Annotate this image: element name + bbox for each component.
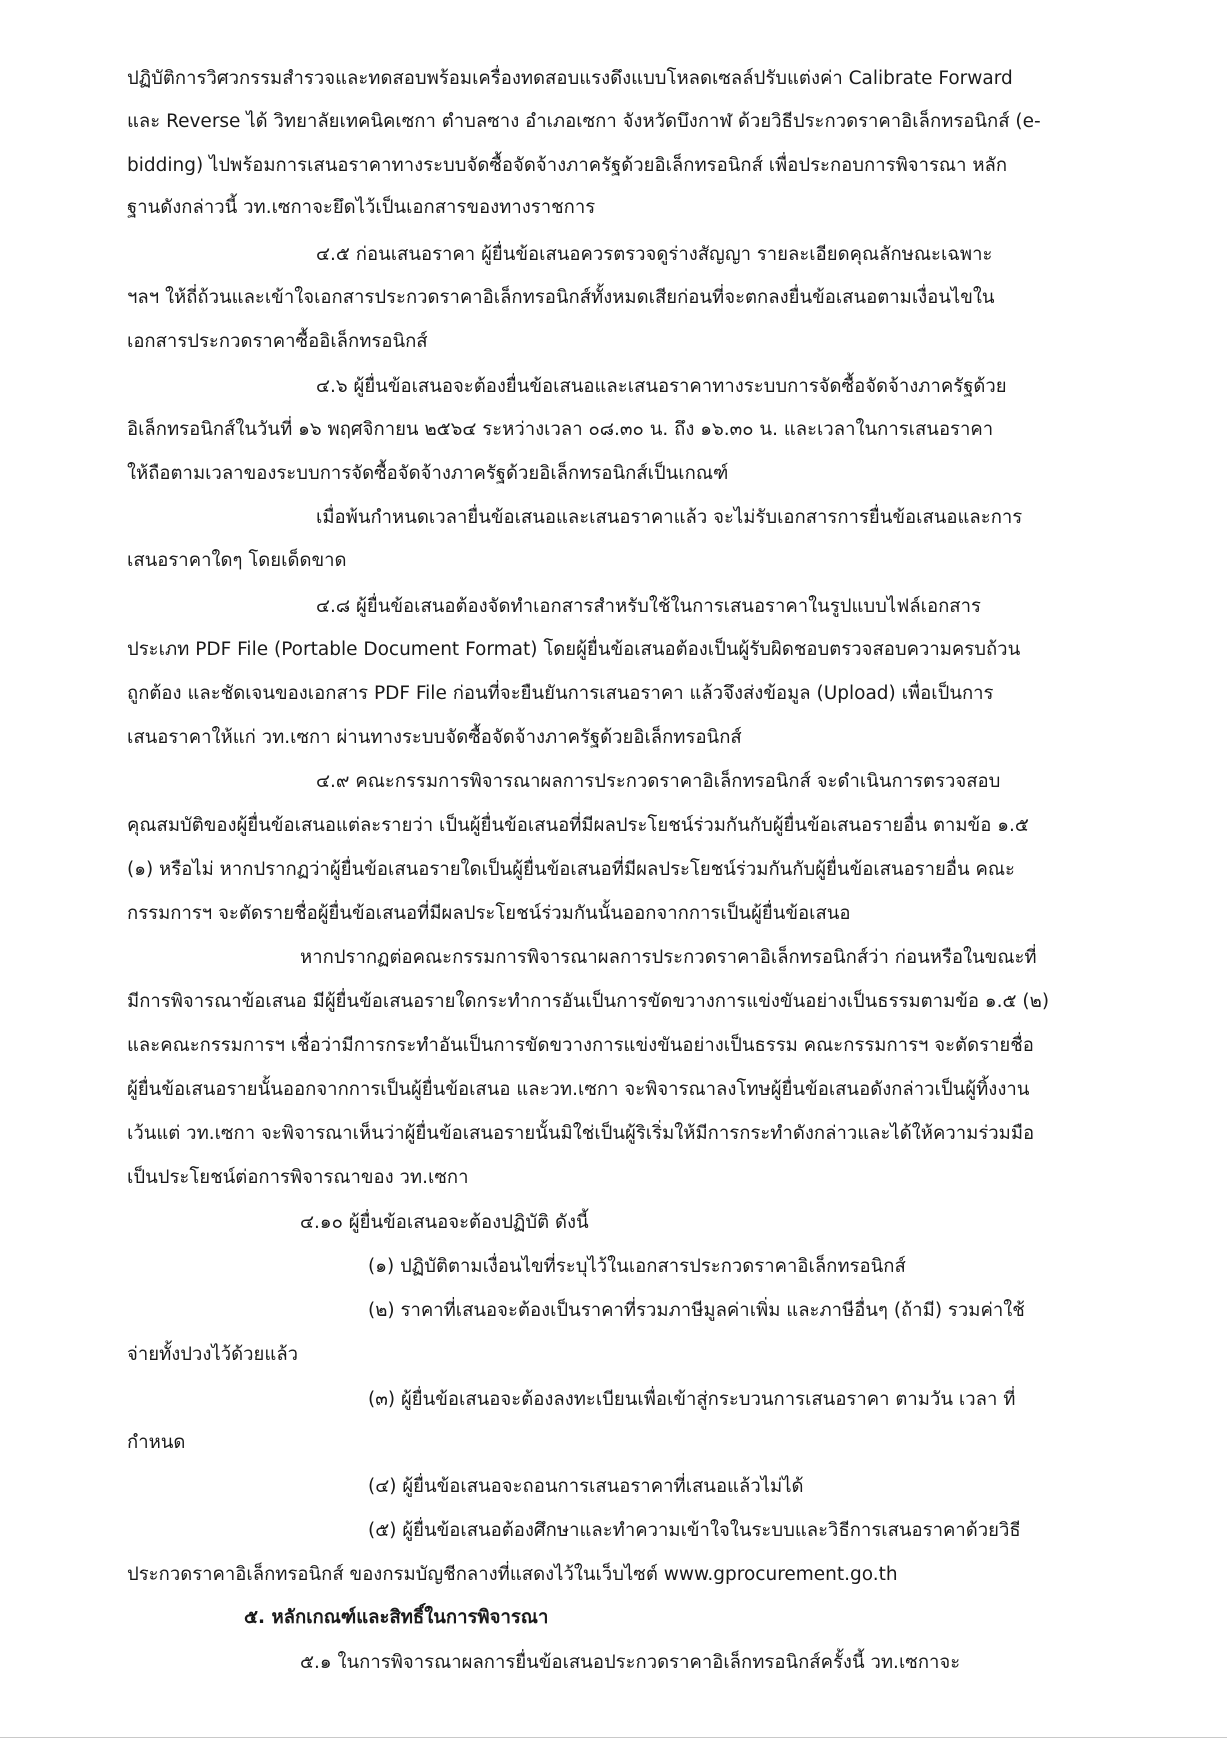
text-line: จ่ายทั้งปวงไว้ด้วยแล้ว xyxy=(127,1344,299,1365)
text-line: ฯลฯ ให้ถี่ถ้วนและเข้าใจเอกสารประกวดราคาอิเล็กทรอนิกส์ทั้งหมดเสียก่อนที่จะตกลงยื่นข้อเสนอตามเงื่อนไขใน xyxy=(127,287,995,308)
text-line: คุณสมบัติของผู้ยื่นข้อเสนอแต่ละรายว่า เป็นผู้ยื่นข้อเสนอที่มีผลประโยชน์ร่วมกันกับผู้ยื่นข้อเสนอรายอื่น ตามข้อ ๑.๕ xyxy=(127,815,1029,836)
text-line: เสนอราคาใดๆ โดยเด็ดขาด xyxy=(127,550,347,571)
text-line: เป็นประโยชน์ต่อการพิจารณาของ วท.เซกา xyxy=(127,1167,469,1188)
text-line: ถูกต้อง และชัดเจนของเอกสาร PDF File ก่อนที่จะยืนยันการเสนอราคา แล้วจึงส่งข้อมูล (Upload) เพื่อเป็นการ xyxy=(127,683,994,704)
sub-item-2: (๒) ราคาที่เสนอจะต้องเป็นราคาที่รวมภาษีมูลค่าเพิ่ม และภาษีอื่นๆ (ถ้ามี) รวมค่าใช้ xyxy=(368,1300,1025,1321)
text-line: ปฏิบัติการวิศวกรรมสำรวจและทดสอบพร้อมเครื่องทดสอบแรงดึงแบบโหลดเซลล์ปรับแต่งค่า Calibrate Forward xyxy=(127,68,1013,89)
text-line: มีการพิจารณาข้อเสนอ มีผู้ยื่นข้อเสนอรายใดกระทำการอันเป็นการขัดขวางการแข่งขันอย่างเป็นธรรมตามข้อ ๑.๕ (๒) xyxy=(127,991,1050,1012)
text-line: (๑) หรือไม่ หากปรากฏว่าผู้ยื่นข้อเสนอรายใดเป็นผู้ยื่นข้อเสนอที่มีผลประโยชน์ร่วมกันกับผู้ยื่นข้อเสนอรายอื่น คณะ xyxy=(127,859,1015,880)
text-line: bidding) ไปพร้อมการเสนอราคาทางระบบจัดซื้อจัดจ้างภาครัฐด้วยอิเล็กทรอนิกส์ เพื่อประกอบการพิจารณา หลัก xyxy=(127,155,1008,176)
sub-item-5: (๕) ผู้ยื่นข้อเสนอต้องศึกษาและทำความเข้าใจในระบบและวิธีการเสนอราคาด้วยวิธี xyxy=(368,1520,1021,1541)
page-divider xyxy=(0,1737,1227,1738)
text-line: เมื่อพ้นกำหนดเวลายื่นข้อเสนอและเสนอราคาแล้ว จะไม่รับเอกสารการยื่นข้อเสนอและการ xyxy=(316,507,1023,528)
clause-4-8: ๔.๘ ผู้ยื่นข้อเสนอต้องจัดทำเอกสารสำหรับใช้ในการเสนอราคาในรูปแบบไฟล์เอกสาร xyxy=(316,596,981,617)
text-line: ฐานดังกล่าวนี้ วท.เซกาจะยึดไว้เป็นเอกสารของทางราชการ xyxy=(127,197,596,218)
text-line: เอกสารประกวดราคาซื้ออิเล็กทรอนิกส์ xyxy=(127,331,428,352)
text-line: กำหนด xyxy=(127,1432,186,1453)
text-line: เว้นแต่ วท.เซกา จะพิจารณาเห็นว่าผู้ยื่นข้อเสนอรายนั้นมิใช่เป็นผู้ริเริ่มให้มีการกระทำดังกล่าวและได้ให้ความร่วมมือ xyxy=(127,1123,1035,1144)
text-line: ประเภท PDF File (Portable Document Format) โดยผู้ยื่นข้อเสนอต้องเป็นผู้รับผิดชอบตรวจสอบความครบถ้วน xyxy=(127,639,1021,660)
text-line: และ Reverse ได้ วิทยาลัยเทคนิคเซกา ตำบลซาง อำเภอเซกา จังหวัดบึงกาฬ ด้วยวิธีประกวดราคาอิเล็กทรอนิกส์ (e- xyxy=(127,111,1041,132)
text-line: ผู้ยื่นข้อเสนอรายนั้นออกจากการเป็นผู้ยื่นข้อเสนอ และวท.เซกา จะพิจารณาลงโทษผู้ยื่นข้อเสนอดังกล่าวเป็นผู้ทิ้งงาน xyxy=(127,1079,1030,1100)
text-line: หากปรากฏต่อคณะกรรมการพิจารณาผลการประกวดราคาอิเล็กทรอนิกส์ว่า ก่อนหรือในขณะที่ xyxy=(300,947,1037,968)
sub-item-1: (๑) ปฏิบัติตามเงื่อนไขที่ระบุไว้ในเอกสารประกวดราคาอิเล็กทรอนิกส์ xyxy=(368,1256,906,1277)
text-line: และคณะกรรมการฯ เชื่อว่ามีการกระทำอันเป็นการขัดขวางการแข่งขันอย่างเป็นธรรม คณะกรรมการฯ จะตัดรายชื่อ xyxy=(127,1035,1034,1056)
text-line: อิเล็กทรอนิกส์ในวันที่ ๑๖ พฤศจิกายน ๒๕๖๔ ระหว่างเวลา ๐๘.๓๐ น. ถึง ๑๖.๓๐ น. และเวลาในการเสนอราคา xyxy=(127,419,994,440)
text-line: กรรมการฯ จะตัดรายชื่อผู้ยื่นข้อเสนอที่มีผลประโยชน์ร่วมกันนั้นออกจากการเป็นผู้ยื่นข้อเสนอ xyxy=(127,903,851,924)
text-line: ให้ถือตามเวลาของระบบการจัดซื้อจัดจ้างภาครัฐด้วยอิเล็กทรอนิกส์เป็นเกณฑ์ xyxy=(127,463,729,484)
text-line: เสนอราคาให้แก่ วท.เซกา ผ่านทางระบบจัดซื้อจัดจ้างภาครัฐด้วยอิเล็กทรอนิกส์ xyxy=(127,727,742,748)
sub-item-4: (๔) ผู้ยื่นข้อเสนอจะถอนการเสนอราคาที่เสนอแล้วไม่ได้ xyxy=(368,1476,804,1497)
clause-4-6: ๔.๖ ผู้ยื่นข้อเสนอจะต้องยื่นข้อเสนอและเสนอราคาทางระบบการจัดซื้อจัดจ้างภาครัฐด้วย xyxy=(316,376,1007,397)
text-line: ประกวดราคาอิเล็กทรอนิกส์ ของกรมบัญชีกลางที่แสดงไว้ในเว็บไซต์ www.gprocurement.go.th xyxy=(127,1564,898,1585)
clause-5-1: ๕.๑ ในการพิจารณาผลการยื่นข้อเสนอประกวดราคาอิเล็กทรอนิกส์ครั้งนี้ วท.เซกาจะ xyxy=(300,1652,961,1673)
clause-4-9: ๔.๙ คณะกรรมการพิจารณาผลการประกวดราคาอิเล็กทรอนิกส์ จะดำเนินการตรวจสอบ xyxy=(316,771,1001,792)
clause-4-10: ๔.๑๐ ผู้ยื่นข้อเสนอจะต้องปฏิบัติ ดังนี้ xyxy=(300,1212,589,1233)
section-5-heading: ๕. หลักเกณฑ์และสิทธิ์ในการพิจารณา xyxy=(244,1607,549,1628)
sub-item-3: (๓) ผู้ยื่นข้อเสนอจะต้องลงทะเบียนเพื่อเข้าสู่กระบวนการเสนอราคา ตามวัน เวลา ที่ xyxy=(368,1389,1016,1410)
clause-4-5: ๔.๕ ก่อนเสนอราคา ผู้ยื่นข้อเสนอควรตรวจดูร่างสัญญา รายละเอียดคุณลักษณะเฉพาะ xyxy=(316,244,993,265)
